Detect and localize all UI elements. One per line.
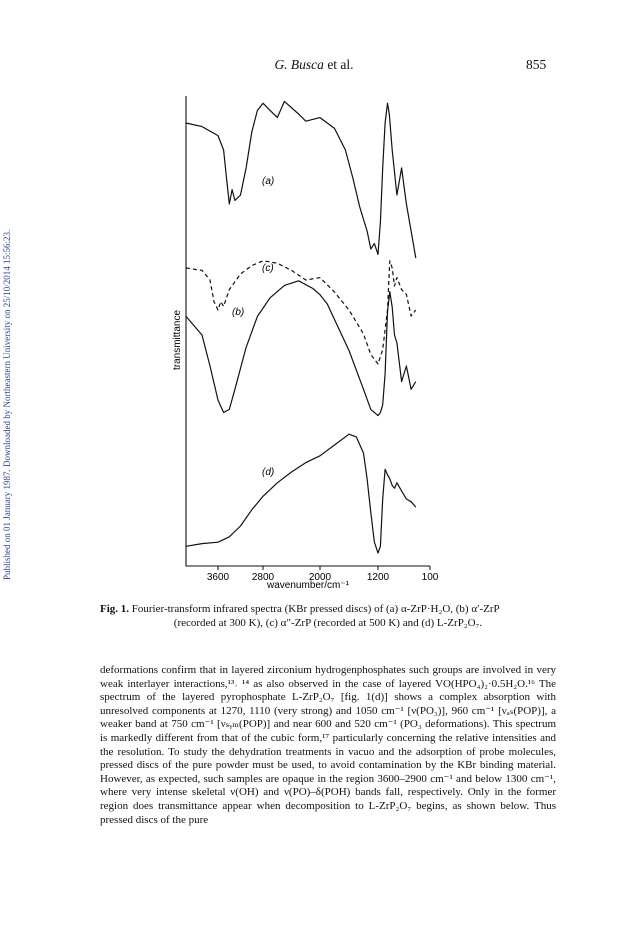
body-paragraph: deformations confirm that in layered zirconium hydrogenphosphates such groups are involved in very weak interlayer interactions,¹³˒ ¹⁴ as also observed in the case of layered VO(HPO₄)₂·0.5H₂O.¹⁶ The spectrum of the layered pyrophosphate L-ZrP₂O₇ [fig. 1(d)] shows a complex absorption with unresolved components at 1270, 1110 (very strong) and 1050 cm⁻¹ [ν(PO₃)], 960 cm⁻¹ [νₐₛ(POP)], a weaker band at 750 cm⁻¹ [νₛᵧₘ(POP)] and near 600 and 520 cm⁻¹ (PO₃ deformations). This spectrum is markedly different from that of the cubic form,¹⁷ particularly concerning the relative intensities and the resolution. To study the dehydration treatments in vacuo and the adsorption of probe molecules, pressed discs of the pure powder must be used, to avoid contamination by the KBr binding material. However, as expected, such samples are opaque in the region 3600–2900 cm⁻¹ and below 1300 cm⁻¹, where very intense skeletal ν(OH) and ν(PO)–δ(POH) bands fall, respectively. Only in the former region does transmittance appear when decomposition to L-ZrP₂O₇ begins, as shown below. Thus pressed discs of the pure bbox=[100, 664, 556, 826]
download-watermark: Published on 01 January 1987. Downloaded by Northeastern University on 25/10/2014 15:56:23. bbox=[2, 229, 12, 580]
spectrum-line-b bbox=[186, 281, 416, 416]
x-tick-label: 1200 bbox=[366, 572, 390, 583]
x-tick-label: 3600 bbox=[206, 572, 230, 583]
y-axis-label: transmittance bbox=[172, 309, 183, 370]
caption-line-1: Fourier-transform infrared spectra (KBr pressed discs) of (a) α-ZrP·H₂O, (b) α′-ZrP bbox=[129, 603, 500, 615]
x-axis-label: wavenumber/cm⁻¹ bbox=[267, 580, 349, 591]
x-tick-label: 100 bbox=[421, 572, 439, 583]
spectrum-line-c bbox=[186, 261, 416, 364]
x-tick-label: 2000 bbox=[308, 572, 332, 583]
spectrum-line-a bbox=[186, 101, 416, 258]
figure-caption bbox=[100, 602, 556, 630]
author-name: G. Busca bbox=[274, 57, 324, 72]
spectra-curves bbox=[186, 101, 416, 553]
curve-label-a: (a) bbox=[262, 176, 275, 187]
spectrum-line-d bbox=[186, 434, 416, 553]
page-number: 855 bbox=[526, 57, 547, 72]
curve-label-d: (d) bbox=[262, 467, 275, 478]
caption-label: Fig. 1. bbox=[100, 603, 130, 615]
author-suffix: et al. bbox=[323, 57, 354, 72]
ir-spectra-figure bbox=[150, 88, 450, 593]
curve-label-c: (c) bbox=[262, 263, 274, 274]
curve-label-b: (b) bbox=[232, 307, 245, 318]
caption-line-2: (recorded at 300 K), (c) α″-ZrP (recorded at 500 K) and (d) L-ZrP₂O₇. bbox=[173, 617, 483, 629]
x-tick-label: 2800 bbox=[251, 572, 275, 583]
